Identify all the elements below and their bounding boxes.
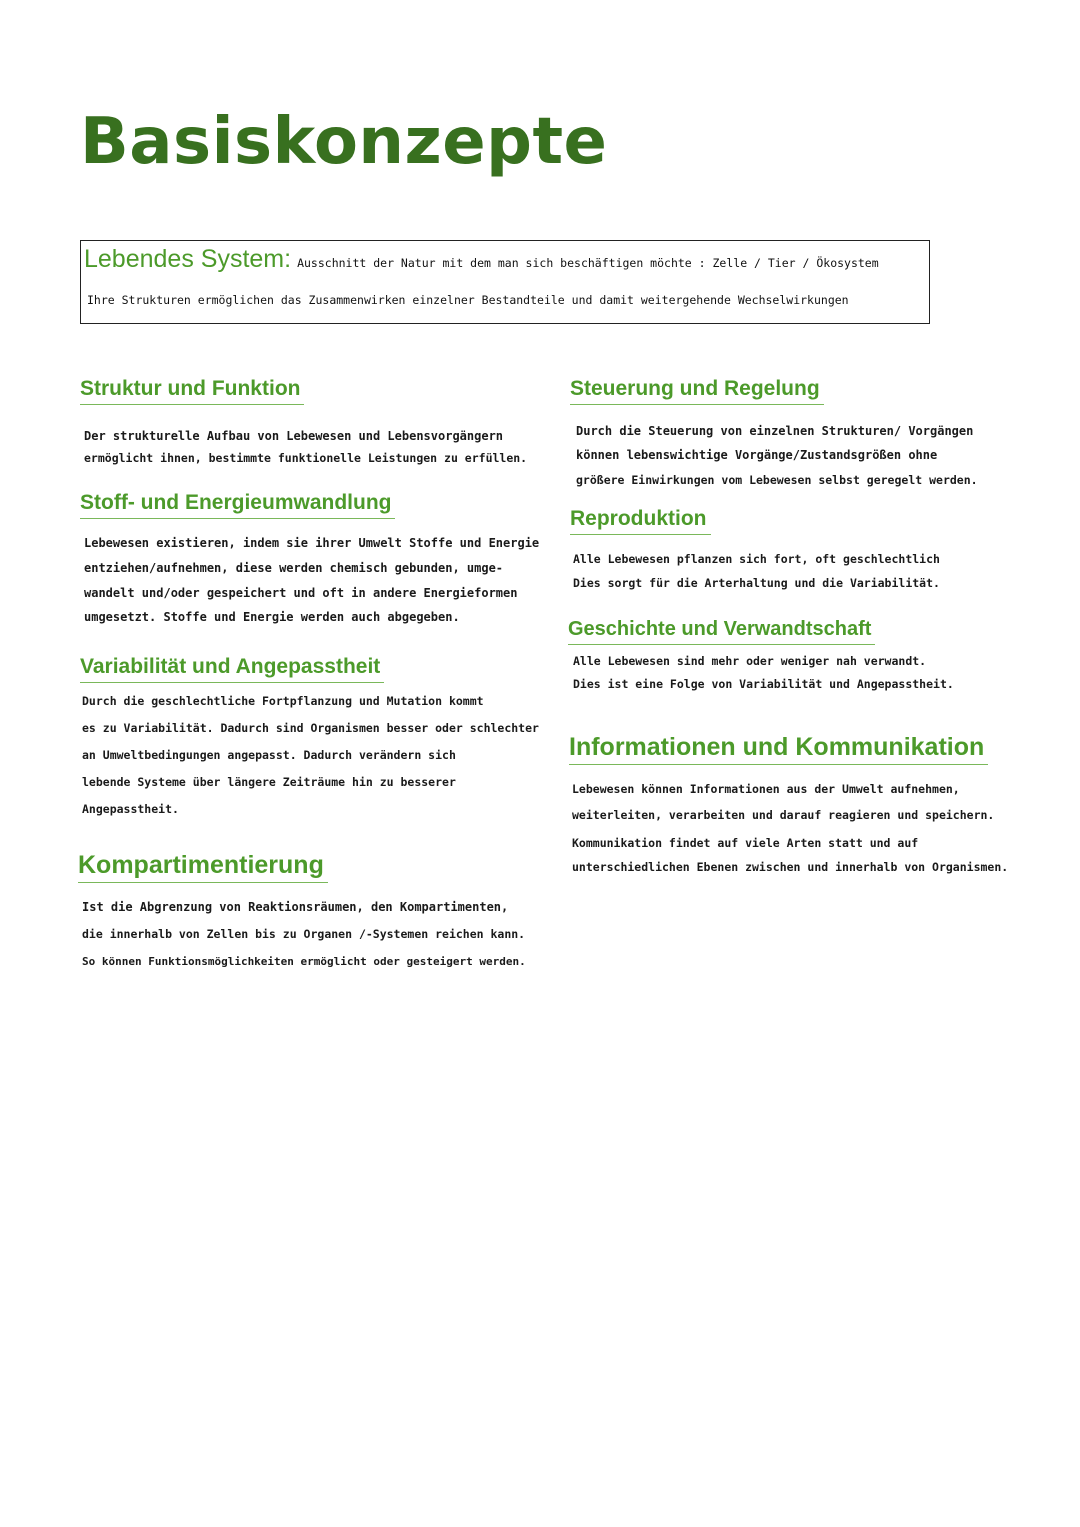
section-text-line: unterschiedlichen Ebenen zwischen und innerhalb von Organismen. (572, 860, 1009, 874)
section-text-line: Durch die Steuerung von einzelnen Strukturen/ Vorgängen (576, 424, 974, 438)
section-text-line: Dies sorgt für die Arterhaltung und die Variabilität. (573, 576, 940, 590)
section-text-line: Durch die geschlechtliche Fortpflanzung und Mutation kommt (82, 694, 484, 708)
section-geschichte-verwandtschaft (568, 616, 1048, 696)
section-text-line: an Umweltbedingungen angepasst. Dadurch verändern sich (82, 748, 456, 762)
section-text-line: entziehen/aufnehmen, diese werden chemisch gebunden, umge- (84, 561, 504, 575)
lebendes-system-box (80, 240, 930, 324)
section-text-line: umgesetzt. Stoffe und Energie werden auch abgegeben. (84, 610, 460, 624)
section-text-line: größere Einwirkungen vom Lebewesen selbst geregelt werden. (576, 473, 978, 487)
section-heading: Reproduktion (570, 506, 711, 535)
section-text-line: Kommunikation findet auf viele Arten statt und auf (572, 836, 919, 850)
section-reproduktion (570, 506, 1050, 596)
section-variabilitaet (80, 654, 560, 824)
lebendes-system-description: Ihre Strukturen ermöglichen das Zusammenwirken einzelner Bestandteile und damit weitergehende Wechselwirkungen (87, 293, 849, 307)
section-text-line: ermöglicht ihnen, bestimmte funktionelle Leistungen zu erfüllen. (84, 451, 528, 465)
section-text-line: Alle Lebewesen pflanzen sich fort, oft geschlechtlich (573, 552, 940, 566)
section-text-line: So können Funktionsmöglichkeiten ermöglicht oder gesteigert werden. (82, 955, 526, 968)
section-text-line: wandelt und/oder gespeichert und oft in andere Energieformen (84, 586, 518, 600)
section-text-line: Alle Lebewesen sind mehr oder weniger nah verwandt. (573, 654, 927, 668)
lebendes-system-header (84, 245, 879, 274)
section-steuerung-regelung (570, 376, 1050, 496)
section-text-line: Lebewesen können Informationen aus der Umwelt aufnehmen, (572, 782, 960, 796)
section-heading: Variabilität und Angepasstheit (80, 654, 384, 683)
lebendes-system-definition: Ausschnitt der Natur mit dem man sich beschäftigen möchte : Zelle / Tier / Ökosystem (297, 256, 879, 270)
section-stoff-energie (80, 490, 560, 630)
section-kompartimentierung (78, 850, 568, 980)
section-heading: Geschichte und Verwandtschaft (568, 616, 875, 645)
section-heading: Struktur und Funktion (80, 376, 304, 405)
section-informationen-kommunikation (569, 732, 1069, 882)
section-text-line: Lebewesen existieren, indem sie ihrer Umwelt Stoffe und Energie (84, 536, 540, 550)
section-text-line: weiterleiten, verarbeiten und darauf reagieren und speichern. (572, 808, 995, 822)
lebendes-system-label: Lebendes System: (84, 245, 292, 273)
section-text-line: Angepasstheit. (82, 802, 179, 816)
section-heading: Informationen und Kommunikation (569, 732, 988, 765)
section-text-line: Dies ist eine Folge von Variabilität und Angepasstheit. (573, 677, 954, 691)
section-text-line: Der strukturelle Aufbau von Lebewesen und Lebensvorgängern (84, 429, 504, 443)
section-text-line: es zu Variabilität. Dadurch sind Organismen besser oder schlechter (82, 721, 539, 735)
section-struktur-funktion (80, 376, 560, 476)
section-heading: Kompartimentierung (78, 850, 328, 883)
section-text-line: Ist die Abgrenzung von Reaktionsräumen, den Kompartimenten, (82, 900, 509, 914)
section-text-line: die innerhalb von Zellen bis zu Organen /-Systemen reichen kann. (82, 927, 526, 941)
section-heading: Steuerung und Regelung (570, 376, 824, 405)
section-text-line: können lebenswichtige Vorgänge/Zustandsgrößen ohne (576, 448, 938, 462)
section-text-line: lebende Systeme über längere Zeiträume hin zu besserer (82, 775, 456, 789)
section-heading: Stoff- und Energieumwandlung (80, 490, 395, 519)
page-title: Basiskonzepte (80, 105, 608, 179)
